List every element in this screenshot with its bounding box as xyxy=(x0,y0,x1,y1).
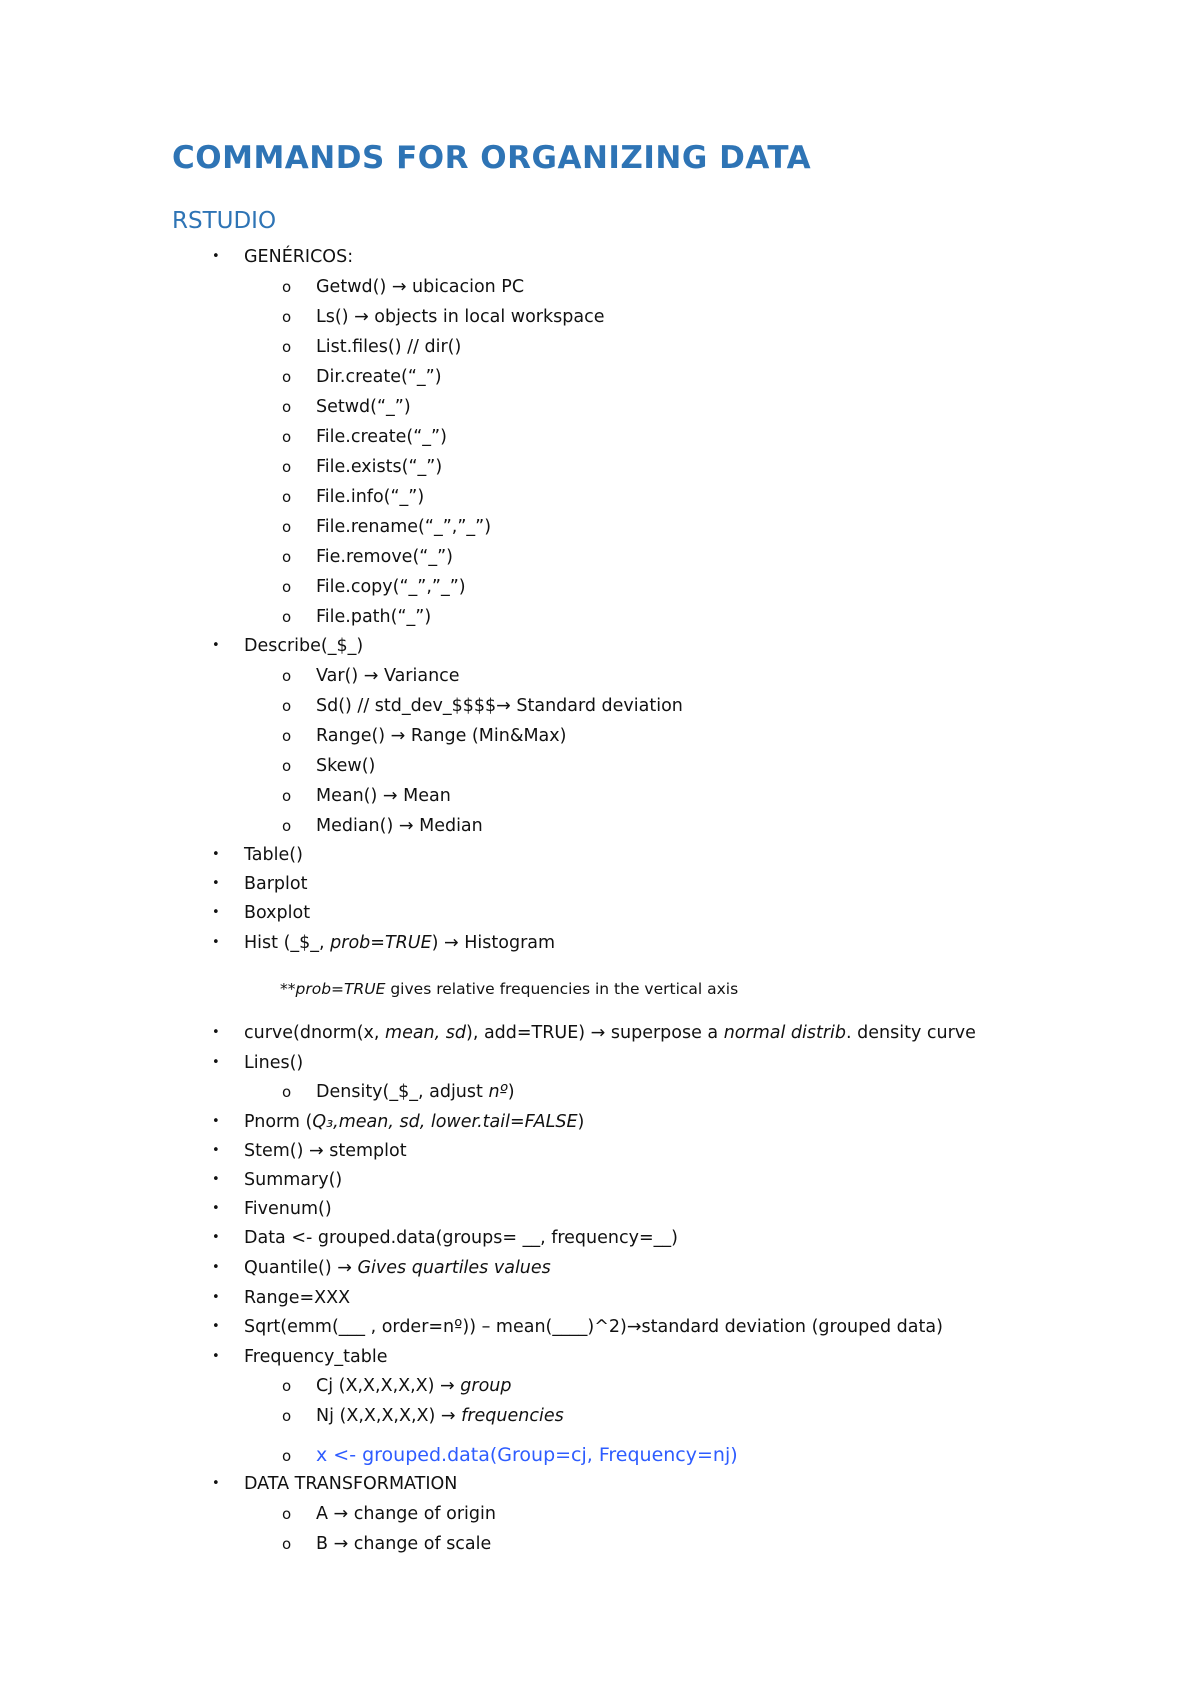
sub-bullet: o xyxy=(282,488,292,506)
bullet: • xyxy=(212,1260,220,1275)
hist-note xyxy=(280,978,738,1000)
bullet: • xyxy=(212,1476,220,1491)
list-item: Var() → Variance xyxy=(316,666,460,686)
text-run: ) xyxy=(577,1112,585,1132)
sub-bullet: o xyxy=(282,338,292,356)
list-item: File.info(“_”) xyxy=(316,487,425,507)
text-run: gives relative frequencies in the vertical axis xyxy=(385,980,739,998)
sub-bullet: o xyxy=(282,1083,292,1101)
italic-run: mean, sd xyxy=(385,1023,466,1043)
bullet: • xyxy=(212,249,220,264)
list-item-nj xyxy=(316,1405,564,1427)
sub-bullet: o xyxy=(282,398,292,416)
list-item: Range=XXX xyxy=(244,1288,351,1308)
list-item: Setwd(“_”) xyxy=(316,397,411,417)
list-item-curve xyxy=(244,1022,976,1044)
sub-bullet: o xyxy=(282,1377,292,1395)
bullet: • xyxy=(212,935,220,950)
italic-run: nº xyxy=(488,1082,508,1102)
text-run: Pnorm ( xyxy=(244,1112,313,1132)
list-item: Dir.create(“_”) xyxy=(316,367,442,387)
list-item: Data <- grouped.data(groups= __, frequency=__) xyxy=(244,1228,678,1248)
sub-bullet: o xyxy=(282,757,292,775)
code-line: x <- grouped.data(Group=cj, Frequency=nj) xyxy=(316,1444,738,1466)
italic-run: group xyxy=(460,1376,512,1396)
list-item: List.files() // dir() xyxy=(316,337,462,357)
bullet: • xyxy=(212,638,220,653)
list-item: A → change of origin xyxy=(316,1504,496,1524)
bullet: • xyxy=(212,1290,220,1305)
list-item-quantile xyxy=(244,1257,551,1279)
list-item: Describe(_$_) xyxy=(244,636,364,656)
list-item: File.create(“_”) xyxy=(316,427,447,447)
sub-bullet: o xyxy=(282,308,292,326)
sub-bullet: o xyxy=(282,548,292,566)
sub-bullet: o xyxy=(282,1447,292,1465)
italic-run: Gives quartiles values xyxy=(357,1258,551,1278)
list-item: File.copy(“_”,”_”) xyxy=(316,577,466,597)
sub-bullet: o xyxy=(282,578,292,596)
sub-bullet: o xyxy=(282,428,292,446)
italic-run: prob=TRUE xyxy=(330,933,432,953)
list-item-pnorm xyxy=(244,1111,584,1133)
sub-bullet: o xyxy=(282,1505,292,1523)
bullet: • xyxy=(212,1349,220,1364)
text-run: ) → Histogram xyxy=(431,933,556,953)
list-item: GENÉRICOS: xyxy=(244,247,354,267)
bullet: • xyxy=(212,1143,220,1158)
text-run: ) xyxy=(507,1082,515,1102)
sub-bullet: o xyxy=(282,458,292,476)
list-item: Lines() xyxy=(244,1053,304,1073)
list-item: File.rename(“_”,”_”) xyxy=(316,517,492,537)
italic-run: prob=TRUE xyxy=(295,980,386,998)
sub-bullet: o xyxy=(282,278,292,296)
list-item: Table() xyxy=(244,845,303,865)
text-run: Quantile() → xyxy=(244,1258,358,1278)
sub-bullet: o xyxy=(282,727,292,745)
list-item: Median() → Median xyxy=(316,816,483,836)
bullet: • xyxy=(212,847,220,862)
italic-run: Q₃,mean, sd, lower.tail=FALSE xyxy=(312,1112,578,1132)
list-item: Getwd() → ubicacion PC xyxy=(316,277,525,297)
sub-bullet: o xyxy=(282,787,292,805)
page-title: COMMANDS FOR ORGANIZING DATA xyxy=(172,140,812,176)
bullet: • xyxy=(212,1055,220,1070)
list-item: Skew() xyxy=(316,756,376,776)
list-item: Ls() → objects in local workspace xyxy=(316,307,605,327)
list-item: Sqrt(emm(___ , order=nº)) – mean(____)^2)→standard deviation (grouped data) xyxy=(244,1317,943,1337)
list-item: Boxplot xyxy=(244,903,311,923)
text-run: ** xyxy=(280,980,296,998)
sub-bullet: o xyxy=(282,697,292,715)
text-run: ), add=TRUE) → superpose a xyxy=(466,1023,724,1043)
sub-bullet: o xyxy=(282,608,292,626)
section-heading: RSTUDIO xyxy=(172,208,277,234)
list-item-cj xyxy=(316,1375,512,1397)
sub-bullet: o xyxy=(282,1407,292,1425)
bullet: • xyxy=(212,1230,220,1245)
list-item: B → change of scale xyxy=(316,1534,492,1554)
list-item: File.path(“_”) xyxy=(316,607,432,627)
list-item: Frequency_table xyxy=(244,1347,388,1367)
text-run: Hist (_$_, xyxy=(244,933,331,953)
list-item: Fivenum() xyxy=(244,1199,332,1219)
text-run: Nj (X,X,X,X,X) → xyxy=(316,1406,462,1426)
sub-bullet: o xyxy=(282,368,292,386)
italic-run: frequencies xyxy=(461,1406,564,1426)
bullet: • xyxy=(212,876,220,891)
sub-bullet: o xyxy=(282,1535,292,1553)
text-run: curve(dnorm(x, xyxy=(244,1023,386,1043)
bullet: • xyxy=(212,905,220,920)
bullet: • xyxy=(212,1319,220,1334)
list-item-hist xyxy=(244,932,555,954)
sub-bullet: o xyxy=(282,667,292,685)
list-item: Summary() xyxy=(244,1170,343,1190)
bullet: • xyxy=(212,1201,220,1216)
text-run: Cj (X,X,X,X,X) → xyxy=(316,1376,461,1396)
list-item: Range() → Range (Min&Max) xyxy=(316,726,567,746)
text-run: Density(_$_, adjust xyxy=(316,1082,489,1102)
bullet: • xyxy=(212,1114,220,1129)
list-item: Mean() → Mean xyxy=(316,786,451,806)
list-item: DATA TRANSFORMATION xyxy=(244,1474,458,1494)
text-run: . density curve xyxy=(846,1023,976,1043)
sub-bullet: o xyxy=(282,518,292,536)
italic-run: normal distrib xyxy=(723,1023,847,1043)
sub-bullet: o xyxy=(282,817,292,835)
bullet: • xyxy=(212,1025,220,1040)
list-item: Barplot xyxy=(244,874,308,894)
list-item-density xyxy=(316,1081,515,1103)
list-item: File.exists(“_”) xyxy=(316,457,443,477)
bullet: • xyxy=(212,1172,220,1187)
list-item: Stem() → stemplot xyxy=(244,1141,407,1161)
list-item: Sd() // std_dev_$$$$→ Standard deviation xyxy=(316,696,683,716)
list-item: Fie.remove(“_”) xyxy=(316,547,453,567)
